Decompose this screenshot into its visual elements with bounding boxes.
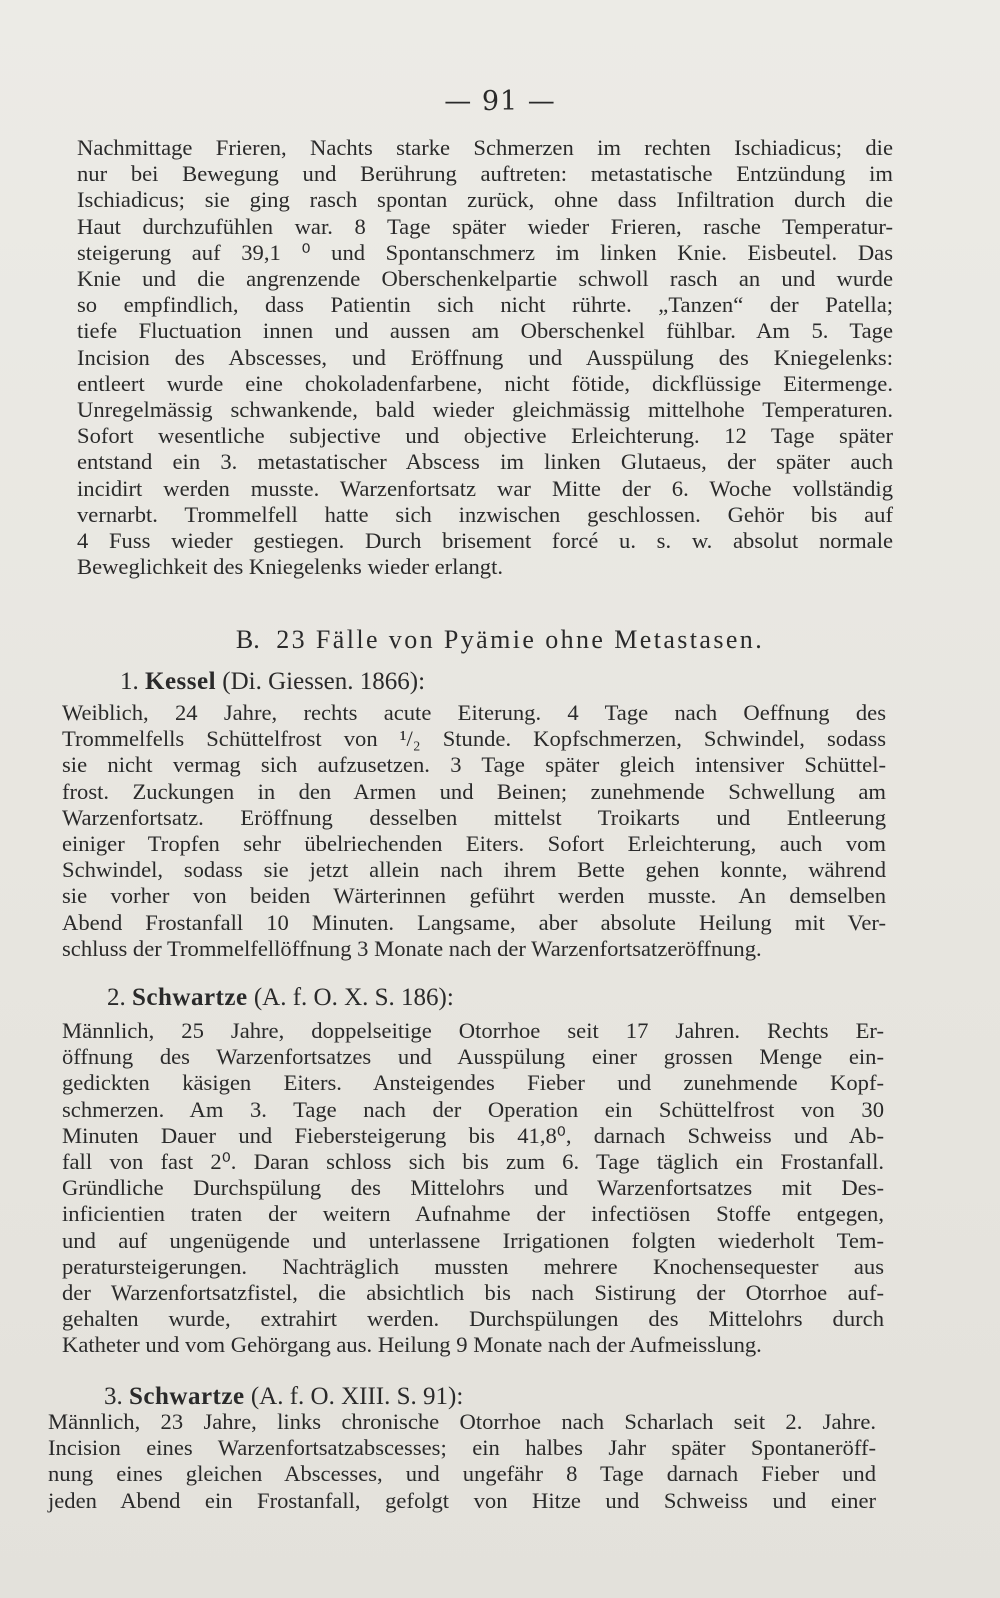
section-title: 23 Fälle von Pyämie ohne Metastasen. bbox=[276, 625, 765, 654]
intro-paragraph bbox=[77, 135, 893, 580]
text-line: Katheter und vom Gehörgang aus. Heilung 9 Monate nach der Aufmeisslung. bbox=[62, 1332, 762, 1358]
text-line: inficientien traten der weitern Aufnahme der infectiösen Stoffe entgegen, bbox=[62, 1201, 884, 1227]
text-line: tiefe Fluctuation innen und aussen am Oberschenkel fühlbar. Am 5. Tage bbox=[77, 318, 893, 344]
section-heading bbox=[0, 625, 1000, 655]
case-paragraph bbox=[48, 1409, 876, 1514]
text-line: Abend Frostanfall 10 Minuten. Langsame, aber absolute Heilung mit Ver- bbox=[62, 909, 886, 935]
page-number: — 91 — bbox=[444, 86, 556, 117]
case-number: 1. bbox=[120, 668, 139, 695]
case-number: 2. bbox=[107, 984, 126, 1011]
text-line: schmerzen. Am 3. Tage nach der Operation ein Schüttelfrost von 30 bbox=[62, 1096, 884, 1122]
text-line: nur bei Bewegung und Berührung auftreten: metastatische Entzündung im bbox=[77, 161, 893, 187]
text-line: der Warzenfortsatzfistel, die absichtlich bis nach Sistirung der Otorrhoe auf- bbox=[62, 1280, 884, 1306]
text-line: steigerung auf 39,1 ⁰ und Spontanschmerz im linken Knie. Eisbeutel. Das bbox=[77, 239, 893, 265]
section-letter: B. bbox=[235, 625, 260, 654]
case-reference: (A. f. O. X. S. 186): bbox=[253, 984, 454, 1011]
text-line: nung eines gleichen Abscesses, und ungefähr 8 Tage darnach Fieber und bbox=[48, 1461, 876, 1487]
text-line: entleert wurde eine chokoladenfarbene, nicht fötide, dickflüssige Eitermenge. bbox=[77, 370, 893, 396]
case-author: Kessel bbox=[145, 668, 217, 695]
text-line: Weiblich, 24 Jahre, rechts acute Eiterung. 4 Tage nach Oeffnung des bbox=[62, 700, 886, 725]
text-line: schluss der Trommelfellöffnung 3 Monate nach der Warzenfortsatzeröffnung. bbox=[62, 935, 762, 961]
text-line: sie nicht vermag sich aufzusetzen. 3 Tage später gleich intensiver Schüttel- bbox=[62, 752, 886, 778]
case-heading bbox=[104, 1383, 463, 1411]
text-line: gehalten wurde, extrahirt werden. Durchspülungen des Mittelohrs durch bbox=[62, 1306, 884, 1332]
text-line: Ischiadicus; sie ging rasch spontan zurück, ohne dass Infiltration durch die bbox=[77, 187, 893, 213]
case-number: 3. bbox=[104, 1383, 123, 1410]
text-line: Unregelmässig schwankende, bald wieder gleichmässig mittelhohe Temperaturen. bbox=[77, 397, 893, 423]
text-line: Nachmittage Frieren, Nachts starke Schmerzen im rechten Ischiadicus; die bbox=[77, 135, 893, 160]
case-heading bbox=[120, 668, 425, 696]
case-paragraph bbox=[62, 700, 886, 962]
text-line: Beweglichkeit des Kniegelenks wieder erlangt. bbox=[77, 554, 503, 580]
text-line: incidirt werden musste. Warzenfortsatz war Mitte der 6. Woche vollständig bbox=[77, 475, 893, 501]
text-line: Haut durchzufühlen war. 8 Tage später wieder Frieren, rasche Temperatur- bbox=[77, 213, 893, 239]
text-line: vernarbt. Trommelfell hatte sich inzwischen geschlossen. Gehör bis auf bbox=[77, 501, 893, 527]
case-author: Schwartze bbox=[132, 984, 248, 1011]
text-line: Incision des Abscesses, und Eröffnung und Ausspülung des Kniegelenks: bbox=[77, 344, 893, 370]
case-heading bbox=[107, 984, 454, 1012]
text-line: Schwindel, sodass sie jetzt allein nach ihrem Bette gehen konnte, während bbox=[62, 857, 886, 883]
text-line: Incision eines Warzenfortsatzabscesses; ein halbes Jahr später Spontaneröff- bbox=[48, 1435, 876, 1461]
text-line: so empfindlich, dass Patientin sich nicht rührte. „Tanzen“ der Patella; bbox=[77, 292, 893, 318]
text-line: Männlich, 25 Jahre, doppelseitige Otorrhoe seit 17 Jahren. Rechts Er- bbox=[62, 1018, 884, 1043]
case-paragraph bbox=[62, 1018, 884, 1359]
text-line: gedickten käsigen Eiters. Ansteigendes Fieber und zunehmende Kopf- bbox=[62, 1070, 884, 1096]
text-line: Minuten Dauer und Fiebersteigerung bis 41,8⁰, darnach Schweiss und Ab- bbox=[62, 1122, 884, 1148]
text-line: Trommelfells Schüttelfrost von ¹/₂ Stunde. Kopfschmerzen, Schwindel, sodass bbox=[62, 726, 886, 752]
case-author: Schwartze bbox=[129, 1383, 245, 1410]
text-line: jeden Abend ein Frostanfall, gefolgt von Hitze und Schweiss und einer bbox=[48, 1487, 876, 1513]
text-line: Männlich, 23 Jahre, links chronische Otorrhoe nach Scharlach seit 2. Jahre. bbox=[48, 1409, 876, 1434]
text-line: und auf ungenügende und unterlassene Irrigationen folgten wiederholt Tem- bbox=[62, 1227, 884, 1253]
case-reference: (A. f. O. XIII. S. 91): bbox=[250, 1383, 464, 1410]
text-line: peratursteigerungen. Nachträglich mussten mehrere Knochensequester aus bbox=[62, 1253, 884, 1279]
text-line: Warzenfortsatz. Eröffnung desselben mittelst Troikarts und Entleerung bbox=[62, 804, 886, 830]
text-line: 4 Fuss wieder gestiegen. Durch brisement forcé u. s. w. absolut normale bbox=[77, 528, 893, 554]
text-line: fall von fast 2⁰. Daran schloss sich bis zum 6. Tage täglich ein Frostanfall. bbox=[62, 1149, 884, 1175]
text-line: Sofort wesentliche subjective und objective Erleichterung. 12 Tage später bbox=[77, 423, 893, 449]
text-line: Gründliche Durchspülung des Mittelohrs und Warzenfortsatzes mit Des- bbox=[62, 1175, 884, 1201]
text-line: frost. Zuckungen in den Armen und Beinen; zunehmende Schwellung am bbox=[62, 778, 886, 804]
text-line: Knie und die angrenzende Oberschenkelpartie schwoll rasch an und wurde bbox=[77, 266, 893, 292]
text-line: sie vorher von beiden Wärterinnen geführt werden musste. An demselben bbox=[62, 883, 886, 909]
text-line: öffnung des Warzenfortsatzes und Ausspülung einer grossen Menge ein- bbox=[62, 1044, 884, 1070]
case-reference: (Di. Giessen. 1866): bbox=[222, 668, 426, 695]
text-line: einiger Tropfen sehr übelriechenden Eiters. Sofort Erleichterung, auch vom bbox=[62, 831, 886, 857]
text-line: entstand ein 3. metastatischer Abscess im linken Glutaeus, der später auch bbox=[77, 449, 893, 475]
